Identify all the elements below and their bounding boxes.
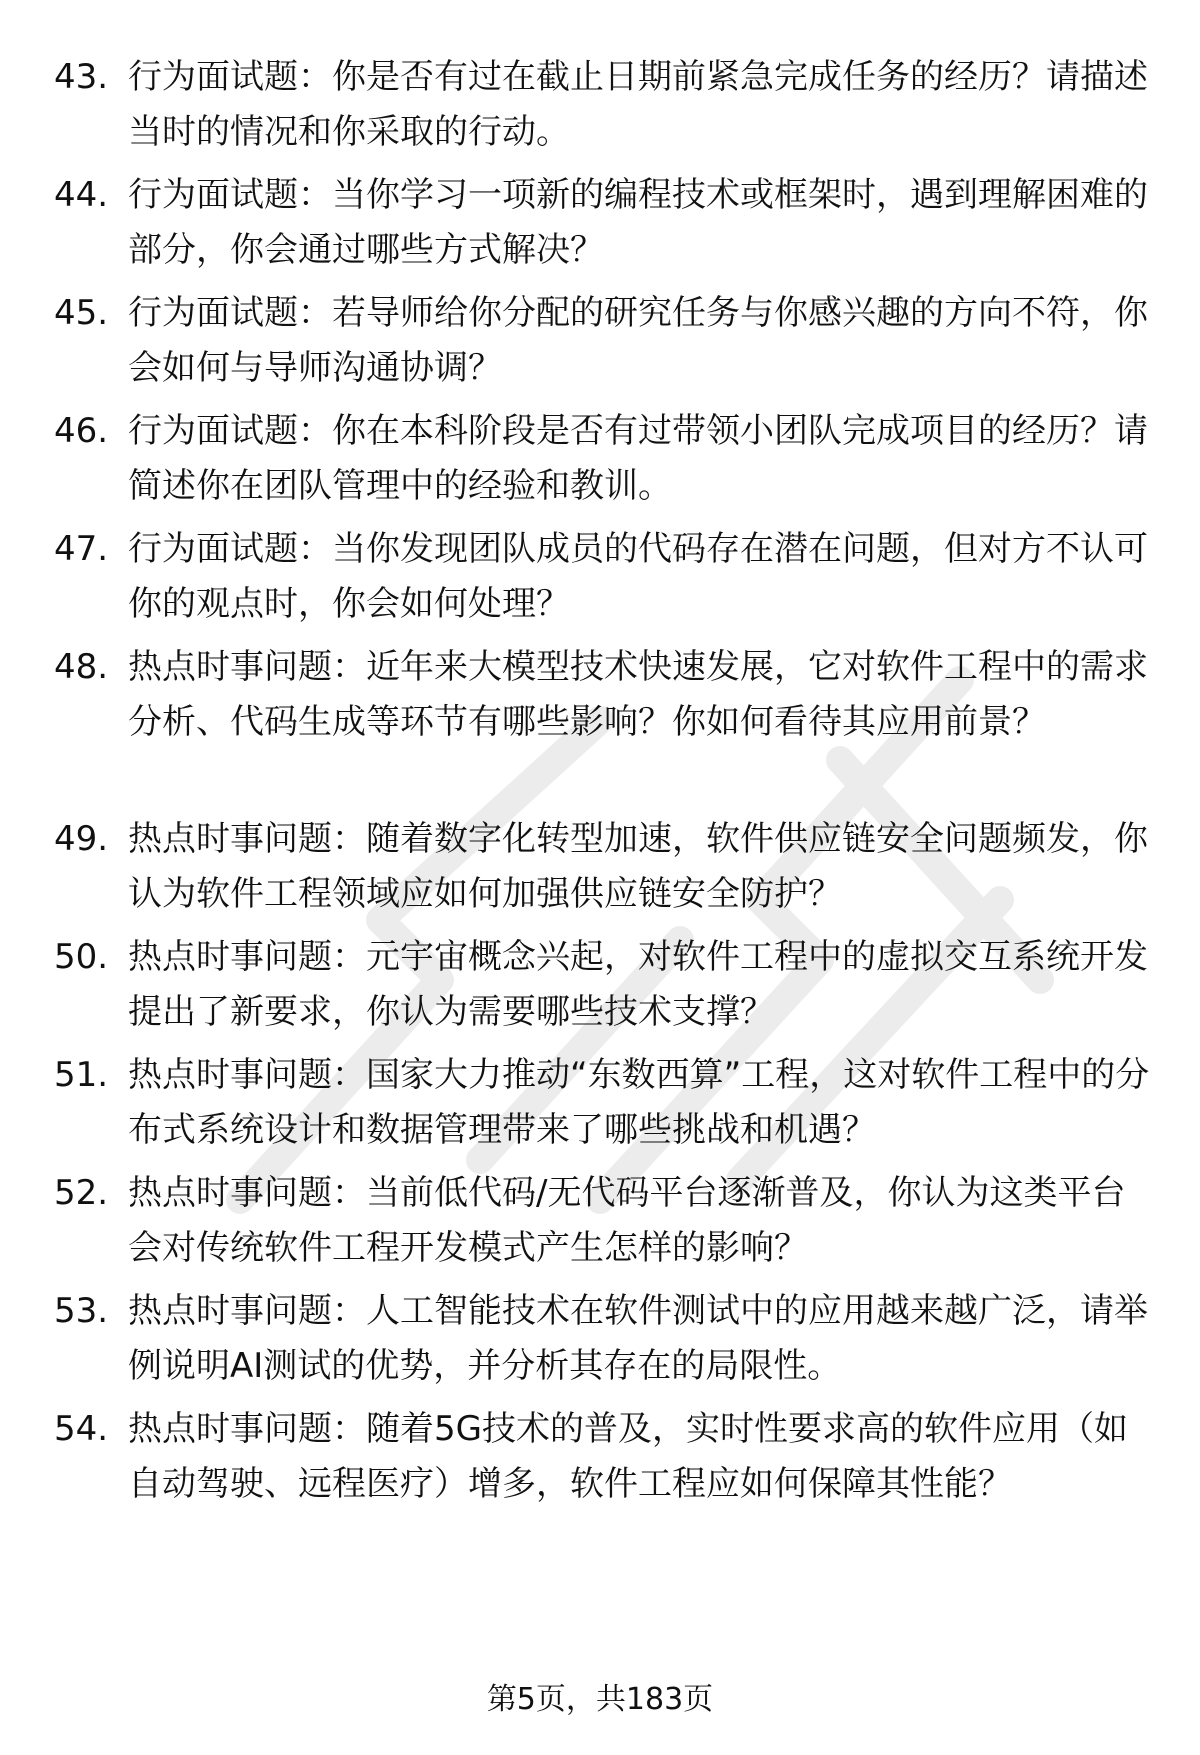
question-number: 53. xyxy=(54,1291,109,1331)
question-number: 48. xyxy=(54,647,109,687)
question-text: 热点时事问题：国家大力推动“东数西算”工程，这对软件工程中的分布式系统设计和数据管理带来了哪些挑战和机遇？ xyxy=(128,1055,1150,1150)
question-number: 45. xyxy=(54,293,109,333)
question-text: 热点时事问题：人工智能技术在软件测试中的应用越来越广泛，请举例说明AI测试的优势，并分析其存在的局限性。 xyxy=(128,1291,1148,1386)
question-text: 热点时事问题：随着5G技术的普及，实时性要求高的软件应用（如自动驾驶、远程医疗）增多，软件工程应如何保障其性能？ xyxy=(128,1409,1128,1504)
question-number: 52. xyxy=(54,1173,109,1213)
question-number: 47. xyxy=(54,529,109,569)
page-footer: 第5页，共183页 xyxy=(486,1682,714,1717)
question-number: 49. xyxy=(54,819,109,859)
question-number: 43. xyxy=(54,57,109,97)
question-text: 行为面试题：当你学习一项新的编程技术或框架时，遇到理解困难的部分，你会通过哪些方式解决？ xyxy=(128,175,1148,270)
question-text: 热点时事问题：随着数字化转型加速，软件供应链安全问题频发，你认为软件工程领域应如何加强供应链安全防护？ xyxy=(128,819,1148,914)
question-number: 50. xyxy=(54,937,109,977)
question-text: 热点时事问题：当前低代码/无代码平台逐渐普及，你认为这类平台会对传统软件工程开发模式产生怎样的影响？ xyxy=(128,1173,1126,1268)
question-text: 行为面试题：若导师给你分配的研究任务与你感兴趣的方向不符，你会如何与导师沟通协调？ xyxy=(128,293,1148,388)
question-text: 热点时事问题：元宇宙概念兴起，对软件工程中的虚拟交互系统开发提出了新要求，你认为需要哪些技术支撑？ xyxy=(128,937,1148,1032)
question-number: 44. xyxy=(54,175,109,215)
question-text: 行为面试题：你在本科阶段是否有过带领小团队完成项目的经历？请简述你在团队管理中的经验和教训。 xyxy=(128,411,1148,506)
question-text: 行为面试题：你是否有过在截止日期前紧急完成任务的经历？请描述当时的情况和你采取的行动。 xyxy=(128,57,1148,152)
question-number: 46. xyxy=(54,411,109,451)
question-text: 行为面试题：当你发现团队成员的代码存在潜在问题，但对方不认可你的观点时，你会如何处理？ xyxy=(128,529,1148,624)
question-number: 51. xyxy=(54,1055,109,1095)
question-number: 54. xyxy=(54,1409,109,1449)
question-text: 热点时事问题：近年来大模型技术快速发展，它对软件工程中的需求分析、代码生成等环节有哪些影响？你如何看待其应用前景？ xyxy=(128,647,1148,742)
